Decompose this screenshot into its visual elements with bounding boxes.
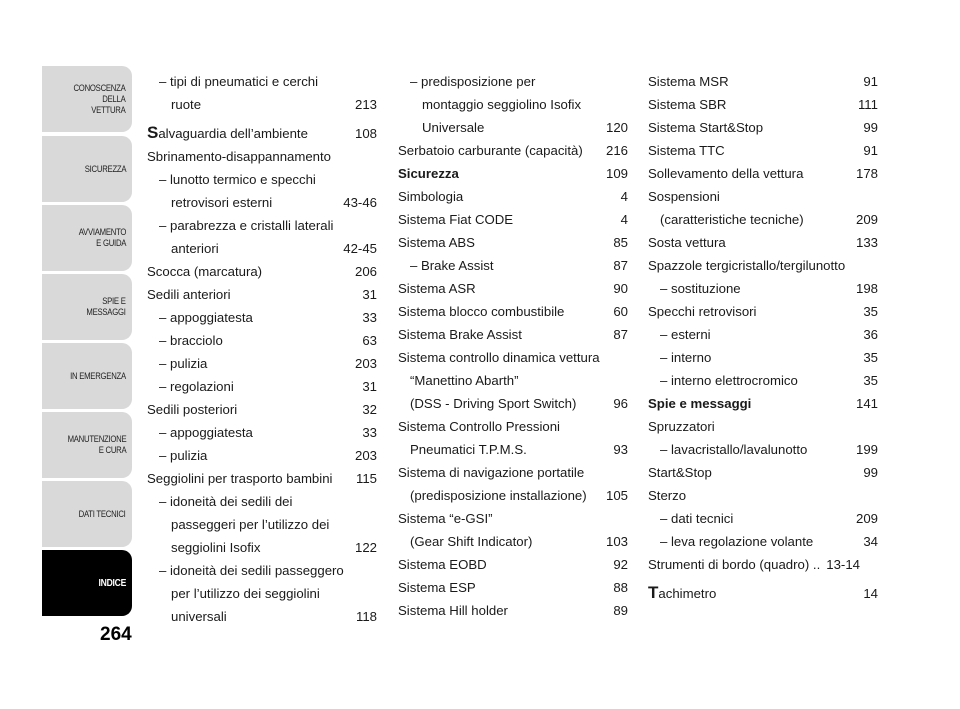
index-entry[interactable]: Sollevamento della vettura ..... 178 (648, 162, 878, 185)
index-entry[interactable]: anteriori ..... 42-45 (147, 237, 377, 260)
index-entry[interactable]: universali ..... 118 (147, 605, 377, 628)
index-entry[interactable]: – sostituzione ..... 198 (648, 277, 878, 300)
index-entry[interactable]: Sistema SBR ..... 111 (648, 93, 878, 116)
index-entry[interactable]: seggiolini Isofix ..... 122 (147, 536, 377, 559)
index-entry[interactable]: Sistema MSR ..... 91 (648, 70, 878, 93)
page-ref: 91 (863, 74, 878, 89)
index-column-2 (398, 70, 628, 622)
index-entry[interactable]: Sistema Hill holder ..... 89 (398, 599, 628, 622)
index-entry-line: passeggeri per l’utilizzo dei (171, 517, 330, 532)
index-entry[interactable]: Scocca (marcatura) ..... 206 (147, 260, 377, 283)
index-entry[interactable]: – leva regolazione volante ..... 34 (648, 530, 878, 553)
tab-label: DATI TECNICI (79, 508, 126, 519)
tab-label: MANUTENZIONE E CURA (67, 434, 126, 455)
index-entry[interactable]: – appoggiatesta ..... 33 (147, 306, 377, 329)
index-entry-line: Sistema Controllo Pressioni (398, 419, 560, 434)
index-entry[interactable]: Start&Stop ..... 99 (648, 461, 878, 484)
page-ref: 108 (354, 126, 377, 141)
index-entry[interactable]: – interno elettrocromico ..... 35 (648, 369, 878, 392)
index-entry[interactable]: – bracciolo ..... 63 (147, 329, 377, 352)
index-entry[interactable]: (DSS - Driving Sport Switch) ..... 96 (398, 392, 628, 415)
index-entry[interactable]: Sosta vettura ..... 133 (648, 231, 878, 254)
index-entry[interactable]: Serbatoio carburante (capacità) ..... 216 (398, 139, 628, 162)
page-ref: 33 (362, 310, 377, 325)
index-entry[interactable]: – Brake Assist ..... 87 (398, 254, 628, 277)
page-ref: 60 (613, 304, 628, 319)
index-entry[interactable]: – dati tecnici ..... 209 (648, 507, 878, 530)
index-entry[interactable]: retrovisori esterni ..... 43-46 (147, 191, 377, 214)
page-ref: 33 (362, 425, 377, 440)
index-entry[interactable]: Pneumatici T.P.M.S. ..... 93 (398, 438, 628, 461)
index-entry[interactable]: Sistema ESP ..... 88 (398, 576, 628, 599)
index-entry[interactable]: Sistema ABS ..... 85 (398, 231, 628, 254)
page-ref: 133 (855, 235, 878, 250)
tab-dati-tecnici[interactable] (42, 481, 132, 547)
index-entry-heading: Spazzole tergicristallo/tergilunotto (648, 258, 846, 273)
index-entry[interactable]: Sistema blocco combustibile ..... 60 (398, 300, 628, 323)
index-entry-line: – idoneità dei sedili dei (159, 494, 293, 509)
page-ref: 141 (855, 396, 878, 411)
index-entry[interactable]: Universale ..... 120 (398, 116, 628, 139)
page-ref: 63 (362, 333, 377, 348)
page-ref: 31 (362, 287, 377, 302)
index-entry-heading: Spruzzatori (648, 419, 715, 434)
page-ref: 199 (855, 442, 878, 457)
tab-label: CONOSCENZA DELLA VETTURA (73, 82, 126, 115)
index-entry[interactable]: Sistema Start&Stop ..... 99 (648, 116, 878, 139)
index-entry-line: – lunotto termico e specchi (159, 172, 316, 187)
index-entry[interactable]: Sistema Brake Assist ..... 87 (398, 323, 628, 346)
page-ref: 118 (355, 609, 377, 624)
index-entry[interactable]: – lavacristallo/lavalunotto ..... 199 (648, 438, 878, 461)
page-ref: 89 (613, 603, 628, 618)
page-ref: 99 (863, 465, 878, 480)
tab-conoscenza-della-vettura[interactable] (42, 66, 132, 132)
index-entry[interactable]: – pulizia ..... 203 (147, 444, 377, 467)
tab-in-emergenza[interactable] (42, 343, 132, 409)
page-ref: 92 (613, 557, 628, 572)
tab-label: INDICE (98, 577, 126, 589)
index-column-1 (147, 70, 377, 628)
page-ref: 109 (605, 166, 628, 181)
page-ref: 203 (354, 356, 377, 371)
index-entry-line: – predisposizione per (410, 74, 536, 89)
index-entry[interactable]: Simbologia ..... 4 (398, 185, 628, 208)
page-ref: 198 (855, 281, 878, 296)
index-entry[interactable]: Sistema Fiat CODE ..... 4 (398, 208, 628, 231)
index-entry[interactable]: Sistema TTC ..... 91 (648, 139, 878, 162)
index-entry-heading: Sterzo (648, 488, 687, 503)
tab-label: SICUREZZA (84, 163, 126, 174)
page-ref: 209 (855, 212, 878, 227)
tab-avviamento-e-guida[interactable] (42, 205, 132, 271)
page-ref: 34 (863, 534, 878, 549)
page-ref: 85 (613, 235, 628, 250)
page-ref: 87 (613, 258, 628, 273)
index-entry[interactable]: (predisposizione installazione) ..... 105 (398, 484, 628, 507)
page-ref: 103 (605, 534, 628, 549)
index-entry-line: Sistema controllo dinamica vettura (398, 350, 600, 365)
index-entry[interactable]: Strumenti di bordo (quadro) .. ..... 13-14 (648, 553, 878, 576)
index-entry[interactable]: Seggiolini per trasporto bambini ..... 115 (147, 467, 377, 490)
page-ref: 35 (863, 373, 878, 388)
index-entry[interactable]: Sistema EOBD ..... 92 (398, 553, 628, 576)
page-ref: 213 (354, 97, 377, 112)
page-ref: 88 (613, 580, 628, 595)
page-number: 264 (100, 624, 132, 645)
page-ref: 111 (857, 97, 878, 112)
index-entry[interactable]: Sedili anteriori ..... 31 (147, 283, 377, 306)
page-ref: 203 (354, 448, 377, 463)
index-entry[interactable]: (caratteristiche tecniche) ..... 209 (648, 208, 878, 231)
page-ref: 35 (863, 304, 878, 319)
page-ref: 99 (863, 120, 878, 135)
index-entry[interactable]: Salvaguardia dell’ambiente ..... 108 (147, 121, 377, 145)
index-entry-line: – idoneità dei sedili passeggero (159, 563, 344, 578)
index-entry-line: – parabrezza e cristalli laterali (159, 218, 334, 233)
index-entry-line: Sistema “e-GSI” (398, 511, 493, 526)
index-entry[interactable]: Sistema ASR ..... 90 (398, 277, 628, 300)
page-ref: 206 (354, 264, 377, 279)
index-entry[interactable]: ruote ..... 213 (147, 93, 377, 116)
index-entry[interactable]: – pulizia ..... 203 (147, 352, 377, 375)
page-ref: 216 (605, 143, 628, 158)
page-ref: 36 (863, 327, 878, 342)
index-entry[interactable]: (Gear Shift Indicator) ..... 103 (398, 530, 628, 553)
index-entry-line: Sistema di navigazione portatile (398, 465, 585, 480)
index-entry[interactable]: Sedili posteriori ..... 32 (147, 398, 377, 421)
section-initial: S (147, 123, 159, 142)
index-column-3 (648, 70, 878, 605)
page-ref: 115 (355, 471, 377, 486)
index-entry[interactable]: – regolazioni ..... 31 (147, 375, 377, 398)
page-ref: 91 (863, 143, 878, 158)
index-entry-line: montaggio seggiolino Isofix (422, 97, 582, 112)
page-ref: 105 (605, 488, 628, 503)
tab-label: SPIE E MESSAGGI (86, 296, 126, 317)
page-ref: 96 (613, 396, 628, 411)
index-entry[interactable]: Tachimetro ..... 14 (648, 581, 878, 605)
index-entry[interactable]: Specchi retrovisori ..... 35 (648, 300, 878, 323)
page-ref: 90 (613, 281, 628, 296)
tab-manutenzione-e-cura[interactable] (42, 412, 132, 478)
page-ref: 13-14 (826, 557, 860, 572)
index-entry-heading: Sbrinamento-disappannamento (147, 149, 332, 164)
tab-label: AVVIAMENTO E GUIDA (78, 227, 126, 248)
index-entry[interactable]: – appoggiatesta ..... 33 (147, 421, 377, 444)
section-initial: T (648, 583, 659, 602)
page-ref: 43-46 (343, 195, 377, 210)
tab-spie-e-messaggi[interactable] (42, 274, 132, 340)
page-ref: 14 (863, 586, 878, 601)
page-ref: 93 (613, 442, 628, 457)
index-entry-line: – tipi di pneumatici e cerchi (159, 74, 319, 89)
tab-label: IN EMERGENZA (70, 370, 126, 381)
index-entry[interactable]: Sicurezza ..... 109 (398, 162, 628, 185)
page-ref: 31 (362, 379, 377, 394)
index-entry-line: Sospensioni (648, 189, 720, 204)
page-ref: 178 (855, 166, 878, 181)
index-entry-line: “Manettino Abarth” (410, 373, 519, 388)
page-ref: 120 (605, 120, 628, 135)
page-ref: 4 (620, 212, 628, 227)
tab-indice[interactable] (42, 550, 132, 616)
index-entry[interactable]: Spie e messaggi ..... 141 (648, 392, 878, 415)
page-ref: 87 (613, 327, 628, 342)
tab-sicurezza[interactable] (42, 136, 132, 202)
page-ref: 32 (362, 402, 377, 417)
page-ref: 4 (620, 189, 628, 204)
index-entry-line: per l’utilizzo dei seggiolini (171, 586, 320, 601)
index-entry[interactable]: – esterni ..... 36 (648, 323, 878, 346)
index-entry[interactable]: – interno ..... 35 (648, 346, 878, 369)
page-ref: 209 (855, 511, 878, 526)
page-ref: 35 (863, 350, 878, 365)
page-ref: 122 (354, 540, 377, 555)
page-ref: 42-45 (343, 241, 377, 256)
